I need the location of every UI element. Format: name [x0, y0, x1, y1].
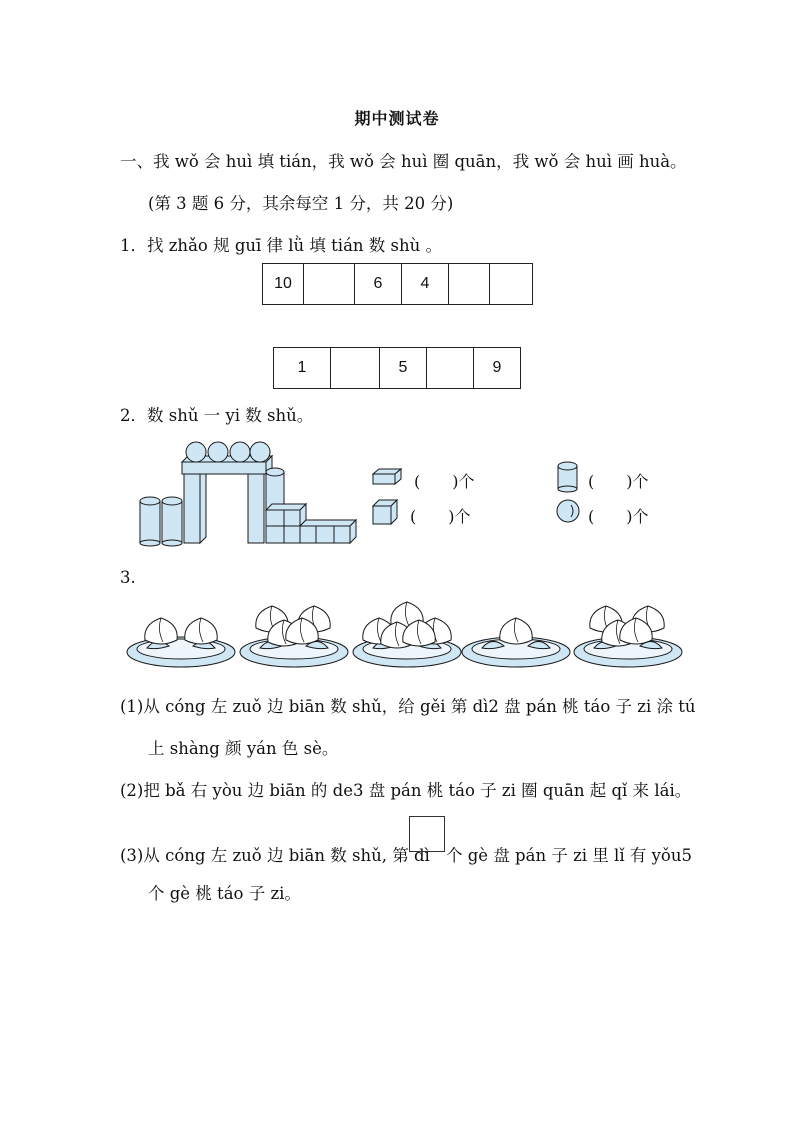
peach	[145, 618, 177, 644]
sequence-cell[interactable]: 1	[297, 359, 307, 376]
plate[interactable]	[127, 618, 235, 667]
number-sequence-row-1	[262, 263, 533, 305]
peach	[500, 618, 532, 644]
question-3-item-3-rest: 个 gè 盘 pán 子 zi 里 lǐ 有 yǒu5	[446, 846, 692, 865]
section-score-note: (第 3 题 6 分，其余每空 1 分，共 20 分)	[148, 194, 454, 213]
cube-icon	[372, 499, 400, 527]
sequence-cell-blank[interactable]	[303, 264, 354, 304]
number-sequence-row-2	[273, 347, 521, 389]
sequence-cell[interactable]: 6	[354, 264, 401, 304]
cuboid-icon	[372, 468, 402, 486]
count-cuboid-blank[interactable]: ( )个	[414, 472, 475, 491]
question-3-item-1: (1)从 cóng 左 zuǒ 边 biān 数 shǔ，给 gěi 第 dì2 盘 pán 桃 táo 子 zi 涂 tú	[120, 697, 696, 716]
section-heading: 一、我 wǒ 会 huì 填 tián，我 wǒ 会 huì 圈 quān，我 wǒ 会 huì 画 huà。	[120, 152, 687, 171]
count-sphere-blank[interactable]: ( )个	[588, 507, 649, 526]
sequence-cell[interactable]: 4	[401, 264, 448, 304]
plate[interactable]	[574, 606, 682, 667]
sequence-cell[interactable]: 5	[379, 348, 426, 388]
plate[interactable]	[462, 618, 570, 667]
sequence-cell-blank[interactable]	[426, 348, 473, 388]
count-cylinder-blank[interactable]: ( )个	[588, 472, 649, 491]
question-3-item-3-cont: 个 gè 桃 táo 子 zi。	[148, 884, 301, 903]
sphere-icon	[556, 499, 580, 523]
question-3-item-3: (3)从 cóng 左 zuǒ 边 biān 数 shǔ, 第 dì	[120, 846, 430, 865]
sequence-cell-blank[interactable]	[489, 264, 532, 304]
question-2-prompt: 2．数 shǔ 一 yi 数 shǔ。	[120, 406, 314, 425]
sequence-cell[interactable]: 9	[473, 348, 520, 388]
peach-plates-illustration	[126, 596, 682, 672]
page-title: 期中测试卷	[354, 109, 440, 128]
shapes-building-illustration	[138, 438, 358, 548]
answer-box[interactable]	[409, 816, 445, 852]
question-1-prompt: 1．找 zhǎo 规 guī 律 lǜ 填 tián 数 shù 。	[120, 236, 442, 255]
cylinder-icon	[556, 461, 580, 493]
question-3-label: 3.	[120, 568, 136, 587]
plate[interactable]	[353, 602, 461, 667]
question-3-item-1-cont: 上 shàng 颜 yán 色 sè。	[148, 739, 339, 758]
question-3-item-2: (2)把 bǎ 右 yòu 边 biān 的 de3 盘 pán 桃 táo 子 zi 圈 quān 起 qǐ 来 lái。	[120, 781, 692, 800]
plate[interactable]	[240, 606, 348, 667]
sequence-cell[interactable]: 10	[274, 275, 292, 292]
peach	[185, 618, 217, 644]
sequence-cell-blank[interactable]	[448, 264, 489, 304]
count-cube-blank[interactable]: ( )个	[410, 507, 471, 526]
sequence-cell-blank[interactable]	[330, 348, 379, 388]
